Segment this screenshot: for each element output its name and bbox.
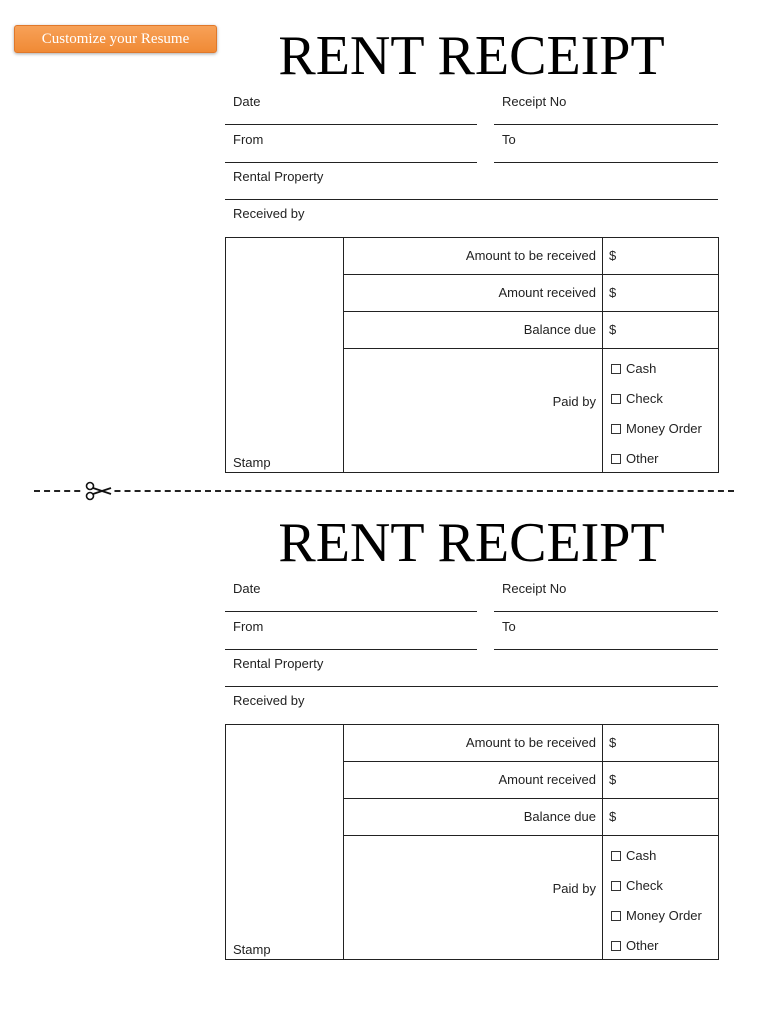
- option-label: Other: [626, 938, 659, 953]
- stamp-area[interactable]: [226, 238, 344, 472]
- customize-resume-button[interactable]: Customize your Resume: [14, 25, 217, 53]
- from-field[interactable]: [225, 126, 477, 163]
- from-label: From: [233, 132, 264, 147]
- date-field[interactable]: [225, 575, 477, 612]
- amount-to-be-received-row: [344, 238, 718, 275]
- option-label: Check: [626, 878, 663, 893]
- paid-by-label: Paid by: [552, 881, 596, 896]
- scissors-icon: [84, 480, 114, 502]
- option-check[interactable]: [611, 391, 663, 406]
- to-field[interactable]: [494, 126, 718, 163]
- stamp-label: Stamp: [233, 942, 271, 957]
- option-label: Check: [626, 391, 663, 406]
- rental-property-label: Rental Property: [233, 169, 324, 184]
- dashed-divider: [34, 490, 734, 492]
- option-check[interactable]: [611, 878, 663, 893]
- amount-to-be-received-input[interactable]: $: [602, 238, 718, 274]
- checkbox-icon[interactable]: [611, 394, 621, 404]
- checkbox-icon[interactable]: [611, 424, 621, 434]
- balance-due-input[interactable]: $: [602, 312, 718, 348]
- receipt-no-label: Receipt No: [502, 581, 567, 596]
- option-label: Cash: [626, 848, 657, 863]
- checkbox-icon[interactable]: [611, 881, 621, 891]
- paid-by-section: [344, 836, 718, 959]
- checkbox-icon[interactable]: [611, 941, 621, 951]
- option-money-order[interactable]: [611, 908, 702, 923]
- rental-property-field[interactable]: [225, 163, 718, 200]
- receipt-no-field[interactable]: [494, 88, 718, 125]
- date-label: Date: [233, 581, 261, 596]
- payment-options: [602, 349, 718, 472]
- rental-property-field[interactable]: [225, 650, 718, 687]
- option-label: Cash: [626, 361, 657, 376]
- amount-received-input[interactable]: $: [602, 275, 718, 311]
- amount-to-be-received-row: [344, 725, 718, 762]
- balance-due-input[interactable]: $: [602, 799, 718, 835]
- balance-due-row: [344, 799, 718, 836]
- received-by-field[interactable]: [225, 687, 718, 724]
- stamp-label: Stamp: [233, 455, 271, 470]
- row-label: Balance due: [523, 809, 596, 824]
- to-field[interactable]: [494, 613, 718, 650]
- receipt-title: RENT RECEIPT: [278, 512, 665, 574]
- option-money-order[interactable]: [611, 421, 702, 436]
- date-label: Date: [233, 94, 261, 109]
- payment-table: [225, 237, 719, 473]
- checkbox-icon[interactable]: [611, 911, 621, 921]
- paid-by-label: Paid by: [552, 394, 596, 409]
- to-label: To: [502, 619, 516, 634]
- row-label: Balance due: [523, 322, 596, 337]
- amount-to-be-received-input[interactable]: $: [602, 725, 718, 761]
- date-field[interactable]: [225, 88, 477, 125]
- checkbox-icon[interactable]: [611, 364, 621, 374]
- receipt-title: RENT RECEIPT: [278, 25, 665, 87]
- option-other[interactable]: [611, 938, 659, 953]
- amount-received-input[interactable]: $: [602, 762, 718, 798]
- checkbox-icon[interactable]: [611, 454, 621, 464]
- stamp-area[interactable]: [226, 725, 344, 959]
- rental-property-label: Rental Property: [233, 656, 324, 671]
- receipt-no-label: Receipt No: [502, 94, 567, 109]
- option-other[interactable]: [611, 451, 659, 466]
- row-label: Amount to be received: [465, 735, 596, 750]
- received-by-label: Received by: [233, 206, 305, 221]
- checkbox-icon[interactable]: [611, 851, 621, 861]
- option-cash[interactable]: [611, 848, 656, 863]
- received-by-label: Received by: [233, 693, 305, 708]
- row-label: Amount to be received: [465, 248, 596, 263]
- amount-received-row: [344, 762, 718, 799]
- option-cash[interactable]: [611, 361, 656, 376]
- payment-options: [602, 836, 718, 959]
- amount-received-row: [344, 275, 718, 312]
- receipt-no-field[interactable]: [494, 575, 718, 612]
- cut-line: [34, 483, 734, 499]
- option-label: Money Order: [626, 421, 702, 436]
- balance-due-row: [344, 312, 718, 349]
- from-label: From: [233, 619, 264, 634]
- row-label: Amount received: [498, 285, 596, 300]
- from-field[interactable]: [225, 613, 477, 650]
- to-label: To: [502, 132, 516, 147]
- option-label: Money Order: [626, 908, 702, 923]
- option-label: Other: [626, 451, 659, 466]
- received-by-field[interactable]: [225, 200, 718, 237]
- paid-by-section: [344, 349, 718, 472]
- row-label: Amount received: [498, 772, 596, 787]
- payment-table: [225, 724, 719, 960]
